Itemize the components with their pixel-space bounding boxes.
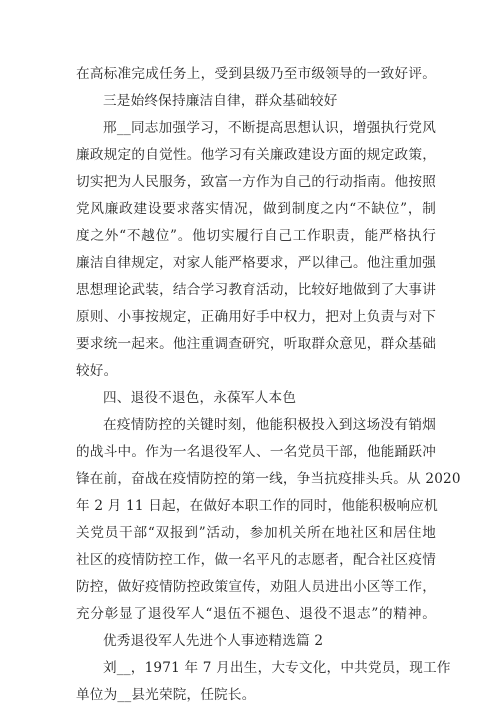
paragraph-line: 的战斗中。作为一名退役军人、一名党员干部，他能踊跃冲 xyxy=(76,444,436,460)
paragraph-line: 邢__同志加强学习，不断提高思想认识，增强执行党风 xyxy=(103,120,436,136)
paragraph-line: 廉洁自律规定，对家人能严格要求，严以律己。他注重加强 xyxy=(76,255,436,271)
paragraph-line: 充分彰显了退役军人“退伍不褪色、退役不退志”的精神。 xyxy=(76,606,436,622)
paragraph-line: 廉政规定的自觉性。他学习有关廉政建设方面的规定政策， xyxy=(76,147,436,163)
paragraph-line: 社区的疫情防控工作，做一名平凡的志愿者，配合社区疫情 xyxy=(76,552,436,568)
paragraph-line: 年 2 月 11 日起，在做好本职工作的同时，他能积极响应机 xyxy=(76,498,438,514)
paragraph-line: 较好。 xyxy=(76,363,118,379)
paragraph-line: 在疫情防控的关键时刻，他能积极投入到这场没有销烟 xyxy=(103,417,436,433)
section-heading: 四、退役不退色，永葆军人本色 xyxy=(103,390,297,406)
paragraph-line: 切实把为人民服务，致富一方作为自己的行动指南。他按照 xyxy=(76,174,436,190)
paragraph-line: 要求统一起来。他注重调查研究，听取群众意见，群众基础 xyxy=(76,336,436,352)
paragraph-line: 思想理论武装，结合学习教育活动，比较好地做到了大事讲 xyxy=(76,282,436,298)
paragraph-line: 党风廉政建设要求落实情况，做到制度之内“不缺位”，制 xyxy=(76,201,436,217)
paragraph-line: 原则、小事按规定，正确用好手中权力，把对上负责与对下 xyxy=(76,309,436,325)
section-heading: 优秀退役军人先进个人事迹精选篇 2 xyxy=(103,633,324,649)
paragraph-line: 在高标准完成任务上，受到县级乃至市级领导的一致好评。 xyxy=(76,66,436,82)
paragraph-line: 刘__，1971 年 7 月出生，大专文化，中共党员，现工作 xyxy=(103,660,451,676)
paragraph-line: 锋在前，奋战在疫情防控的第一线，争当抗疫排头兵。从 2020 xyxy=(76,471,461,487)
paragraph-line: 关党员干部“双报到”活动，参加机关所在地社区和居住地 xyxy=(76,525,436,541)
paragraph-line: 单位为__县光荣院，任院长。 xyxy=(76,687,256,703)
section-heading: 三是始终保持廉洁自律，群众基础较好 xyxy=(103,93,338,109)
paragraph-line: 防控，做好疫情防控政策宣传，劝阻人员进出小区等工作， xyxy=(76,579,436,595)
paragraph-line: 度之外“不越位”。他切实履行自己工作职责，能严格执行 xyxy=(76,228,436,244)
